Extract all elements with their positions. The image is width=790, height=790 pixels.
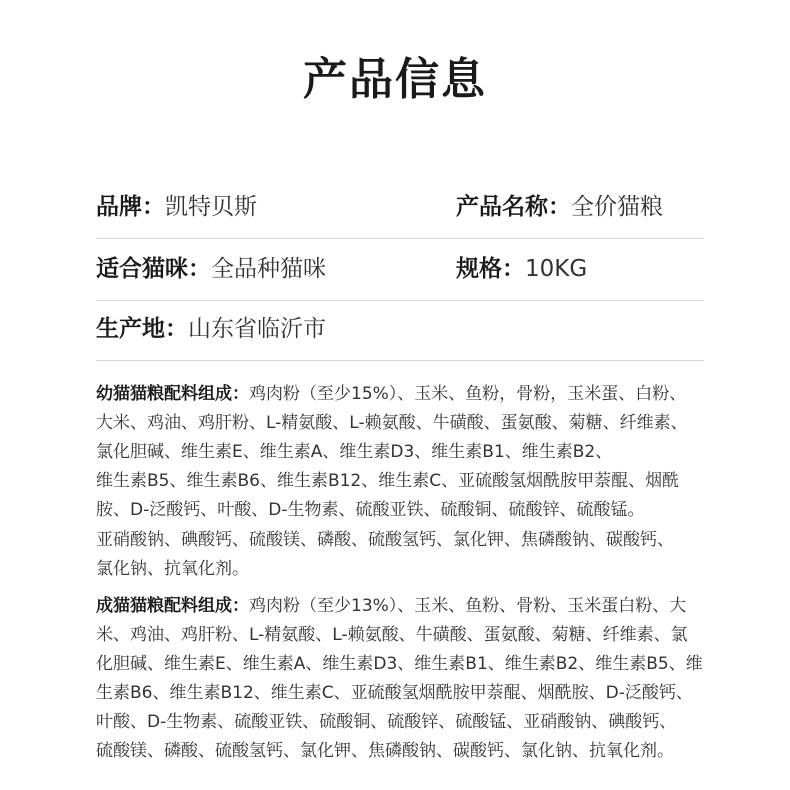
spec-value: 10KG xyxy=(525,256,588,282)
brand-value: 凯特贝斯 xyxy=(165,194,257,220)
suitable-field xyxy=(96,238,326,300)
ingredient-line: 叶酸、D-生物素、硫酸亚铁、硫酸铜、硫酸锌、硫酸锰、亚硝酸钠、碘酸钙、 xyxy=(96,712,677,732)
info-row-origin xyxy=(96,298,704,361)
ingredient-line: 维生素B5、维生素B6、维生素B12、维生素C、亚硫酸氢烟酰胺甲萘醌、烟酰 xyxy=(96,471,680,491)
suitable-label: 适合猫咪： xyxy=(96,256,211,282)
ingredient-line: 米、鸡油、鸡肝粉、L-精氨酸、L-赖氨酸、牛磺酸、蛋氨酸、菊糖、纤维素、氯 xyxy=(96,625,688,645)
ingredient-line: 大米、鸡油、鸡肝粉、L-精氨酸、L-赖氨酸、牛磺酸、蛋氨酸、菊糖、纤维素、 xyxy=(96,413,688,433)
ingredient-line: 成猫猫粮配料组成：鸡肉粉（至少13%）、玉米、鱼粉、骨粉、玉米蛋白粉、大 xyxy=(96,596,687,616)
adult-ingredients-label: 成猫猫粮配料组成： xyxy=(96,596,249,616)
brand-field xyxy=(96,176,257,238)
ingredient-line: 氯化钠、抗氧化剂。 xyxy=(96,559,249,579)
spec-label: 规格： xyxy=(456,256,525,282)
suitable-value: 全品种猫咪 xyxy=(211,256,326,282)
spec-field xyxy=(456,238,587,300)
product-name-value: 全价猫粮 xyxy=(571,194,663,220)
ingredient-line: 胺、D-泛酸钙、叶酸、D-生物素、硫酸亚铁、硫酸铜、硫酸锌、硫酸锰。 xyxy=(96,500,645,520)
page-title: 产品信息 xyxy=(303,54,487,105)
ingredient-line: 幼猫猫粮配料组成：鸡肉粉（至少15%）、玉米、鱼粉，骨粉，玉米蛋、白粉、 xyxy=(96,384,687,404)
origin-field xyxy=(96,298,326,360)
origin-value: 山东省临沂市 xyxy=(188,316,326,342)
info-row-brand-name xyxy=(96,176,704,239)
product-name-field xyxy=(456,176,663,238)
origin-label: 生产地： xyxy=(96,316,188,342)
product-name-label: 产品名称： xyxy=(456,194,571,220)
ingredient-line: 氯化胆碱、维生素E、维生素A、维生素D3、维生素B1、维生素B2、 xyxy=(96,442,613,462)
ingredient-line: 硫酸镁、磷酸、硫酸氢钙、氯化钾、焦磷酸钠、碳酸钙、氯化钠、抗氧化剂。 xyxy=(96,741,674,761)
brand-label: 品牌： xyxy=(96,194,165,220)
ingredient-line: 亚硝酸钠、碘酸钙、硫酸镁、磷酸、硫酸氢钙、氯化钾、焦磷酸钠、碳酸钙、 xyxy=(96,530,674,550)
ingredient-line: 化胆碱、维生素E、维生素A、维生素D3、维生素B1、维生素B2、维生素B5、维 xyxy=(96,654,703,674)
ingredient-line: 生素B6、维生素B12、维生素C、亚硫酸氢烟酰胺甲萘醌、烟酰胺、D-泛酸钙、 xyxy=(96,683,693,703)
kitten-ingredients-label: 幼猫猫粮配料组成： xyxy=(96,384,249,404)
info-row-suitable-spec xyxy=(96,238,704,301)
